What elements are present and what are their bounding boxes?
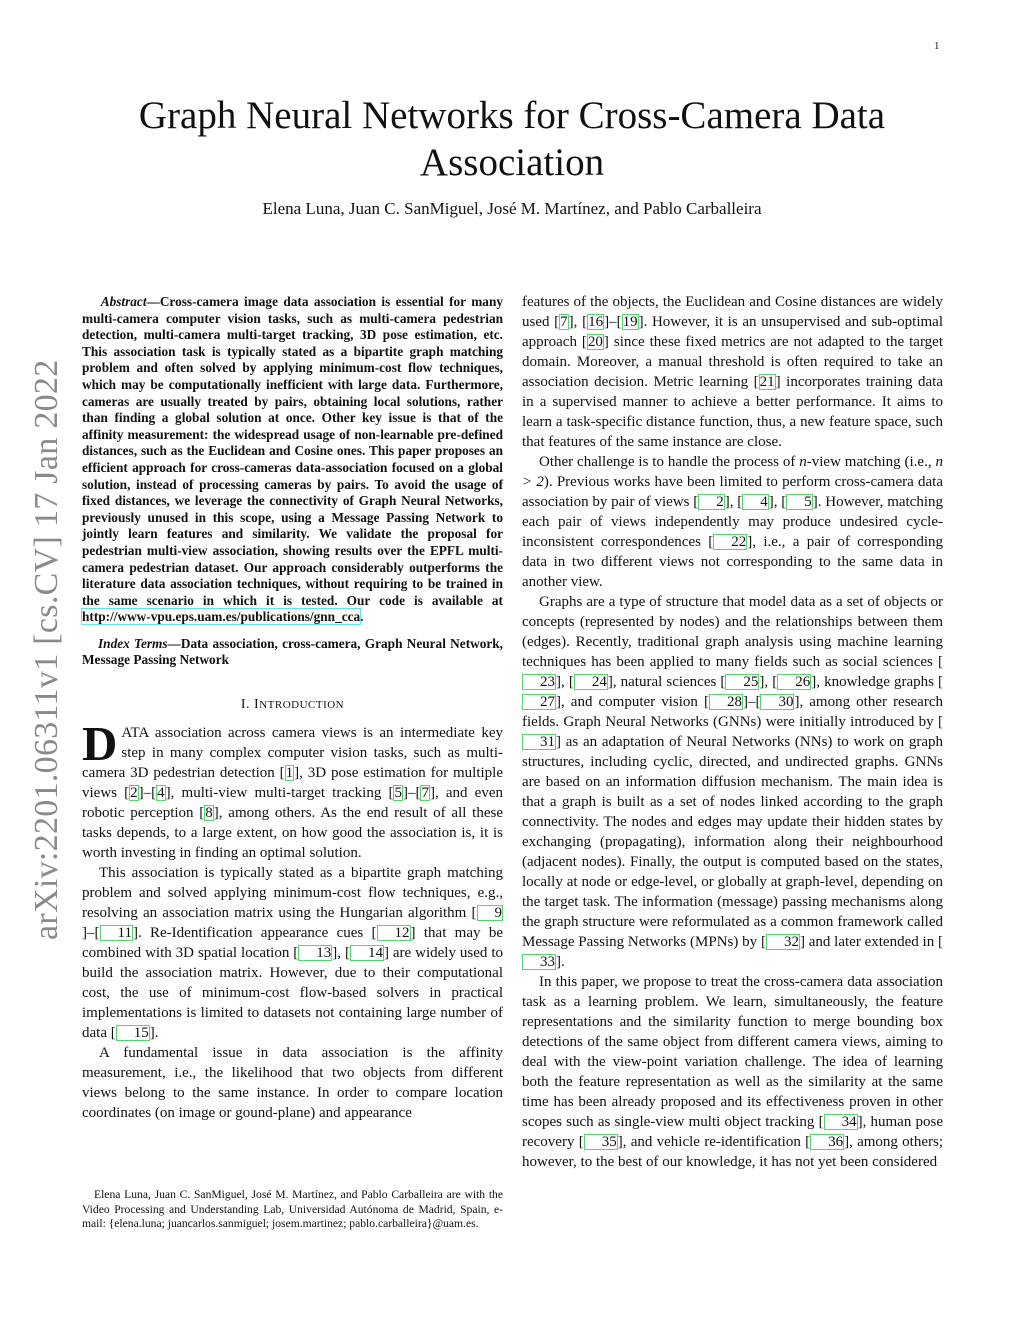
citation-link[interactable]: 2 [130,785,138,802]
citation-link[interactable]: 25 [725,674,759,690]
citation-link[interactable]: 26 [777,674,811,690]
citation-link[interactable]: 13 [298,945,332,961]
abstract-label: Abstract [100,294,147,309]
arxiv-identifier: arXiv:2201.06311v1 [cs.CV] 17 Jan 2022 [28,359,65,940]
citation-link[interactable]: 21 [759,374,775,390]
citation-link[interactable]: 23 [522,674,556,690]
index-terms [82,636,503,669]
left-column [82,294,503,1123]
citation-link[interactable]: 7 [421,785,429,802]
paper-authors: Elena Luna, Juan C. SanMiguel, José M. Martínez, and Pablo Carballeira [262,199,762,218]
citation-link[interactable]: 33 [522,954,556,970]
page-number: 1 [934,40,940,52]
citation-link[interactable]: 4 [742,494,769,510]
citation-link[interactable]: 24 [574,674,608,690]
intro-paragraph-1: DATA association across camera views is an intermediate key step in many complex computer vision tasks, such as multi-camera 3D pedestrian detection [1], 3D pose estimation for multiple views [2]–[4], multi-view multi-target tracking [5]–[7], and even robotic perception [8], among others. As the end result of all these tasks depends, to a large extent, on how good the association is, it is worth investing in finding an optimal solution. [82,716,503,862]
citation-link[interactable]: 8 [205,805,213,822]
abstract-text: —Cross-camera image data association is essential for many multi-camera computer vision tasks, such as multi-camera pedestrian detection, multi-camera multi-target tracking, 3D pose estimation, etc. This association task is typically stated as a bipartite graph matching problem and often solved by applying minimum-cost flow techniques, which may be computationally inefficient with large data. Furthermore, cameras are usually treated by pairs, obtaining local solutions, rather than finding a global solution at once. Other key issue is that of the affinity measurement: the widespread usage of non-learnable pre-defined distances, such as the Euclidean and Cosine ones. This paper proposes an efficient approach for cross-cameras data-association focused on a global solution, instead of processing cameras by pairs. To avoid the usage of fixed distances, we leverage the connectivity of Graph Neural Networks, previously unused in this scope, using a Message Passing Network to jointly learn features and similarity. We validate the proposal for pedestrian multi-view association, showing results over the EPFL multi-camera pedestrian dataset. Our approach considerably outperforms the literature data association techniques, without requiring to be trained in the same scenario in which it is tested. Our code is available at [82,294,504,608]
citation-link[interactable]: 7 [560,314,568,330]
index-terms-label: Index Terms [98,635,168,651]
index-terms-text: —Data association, cross-camera, Graph Neural Network, Message Passing Network [82,635,503,668]
citation-link[interactable]: 12 [377,925,411,941]
citation-link[interactable]: 5 [786,494,813,510]
citation-link[interactable]: 11 [100,925,133,941]
citation-link[interactable]: 31 [522,734,556,750]
citation-link[interactable]: 32 [766,934,800,950]
intro-paragraph-2: This association is typically stated as a bipartite graph matching problem and solved applying minimum-cost flow techniques, e.g., resolving an association matrix using the Hungarian algorithm [ 9]–[ 11]. Re-Identification appearance cues [ 12] that may be combined with 3D spatial location [ 13], [ 14] are widely used to build the association matrix. However, due to their computational cost, the use of minimum-cost flow-based solvers in practical implementations is limited to datasets not containing large number of data [ 15]. [82,865,503,1042]
author-footnote: Elena Luna, Juan C. SanMiguel, José M. Martínez, and Pablo Carballeira are with the Video Processing and Understanding Lab, Universidad Autónoma de Madrid, Spain, e-mail: {elena.luna; juancarlos.sanmiguel; josem.martinez; pablo.carballeira}@uam.es. [82,1188,503,1231]
citation-link[interactable]: 30 [760,694,794,710]
citation-link[interactable]: 22 [713,534,747,550]
citation-link[interactable]: 14 [350,945,384,961]
drop-cap: D [82,716,118,772]
section-heading-introduction: I. INTRODUCTION [240,697,345,713]
citation-link[interactable]: 34 [824,1114,858,1130]
citation-link[interactable]: 20 [587,334,603,350]
right-paragraph-4: In this paper, we propose to treat the cross-camera data association task as a learning problem. We learn, simultaneously, the feature representations and the similarity function to merge bounding box detections of the same object from different camera views, aiming to deal with the view-point variation challenge. The idea of learning both the feature representation as well as the similarity at the same time has been already proposed and its effectiveness proven in other scopes such as single-view multi object tracking [ 34], human pose recovery [ 35], and vehicle re-identification [ 36], among others; however, to the best of our knowledge, it has not yet been considered [522,974,943,1170]
citation-link[interactable]: 5 [394,785,402,802]
right-paragraph-1: features of the objects, the Euclidean and Cosine distances are widely used [7], [16]–[19]. However, it is an unsupervised and sub-optimal approach [20] since these fixed metrics are not adapted to the target domain. Moreover, a manual threshold is often required to take an association decision. Metric learning [21] incorporates training data in a supervised manner to achieve a better performance. It aims to learn a task-specific distance function, thus, a new feature space, such that features of the same instance are close. [522,294,943,450]
intro-paragraph-3: A fundamental issue in data association is the affinity measurement, i.e., the likelihood that two objects from different views belong to the same instance. In order to compare location coordinates (on image or gound-plane) and appearance [82,1045,503,1122]
abstract: Abstract—Cross-camera image data association is essential for many multi-camera computer vision tasks, such as multi-camera pedestrian detection, multi-camera multi-target tracking, 3D pose estimation, etc. This association task is typically stated as a bipartite graph matching problem and often solved by applying minimum-cost flow techniques, which may be computationally inefficient with large data. Furthermore, cameras are usually treated by pairs, obtaining local solutions, rather than finding a global solution at once. Other key issue is that of the affinity measurement: the widespread usage of non-learnable pre-defined distances, such as the Euclidean and Cosine ones. This paper proposes an efficient approach for cross-cameras data-association focused on a global solution, instead of processing cameras by pairs. To avoid the usage of fixed distances, we leverage the connectivity of Graph Neural Networks, previously unused in this scope, using a Message Passing Network to jointly learn features and similarity. We validate the proposal for pedestrian multi-view association, showing results over the EPFL multi-camera pedestrian dataset. Our approach considerably outperforms the literature data association techniques, without requiring to be trained in the same scenario in which it is tested. Our code is available at http://www-vpu.eps.uam.es/publications/gnn_cca. [82,294,504,625]
citation-link[interactable]: 28 [709,694,743,710]
right-paragraph-3: Graphs are a type of structure that model data as a set of objects or concepts (represented by nodes) and the relationships between them (edges). Recently, traditional graph analysis using machine learning techniques has been applied to many fields such as social sciences [23], [ 24], natural sciences [ 25], [ 26], knowledge graphs [27], and computer vision [ 28]–[ 30], among other research fields. Graph Neural Networks (GNNs) were initially introduced by [31] as an adaptation of Neural Networks (NNs) to work on graph structures, including cyclic, directed, and undirected graphs. GNNs are based on an information diffusion mechanism. The main idea is that a graph is built as a set of nodes linked according to the graph connectivity. The nodes and edges may update their hidden states by exchanging (propagating), information along their neighbourhood (adjacent nodes). Finally, the output is computed based on the states, locally at node or edge-level, or globally at graph-level, depending on the target task. The information (message) passing mechanisms along the graph structure were reformulated as a common framework called Message Passing Networks (MPNs) by [ 32] and later extended in [33]. [522,594,944,970]
citation-link[interactable]: 35 [584,1134,618,1150]
citation-link[interactable]: 19 [622,314,638,330]
citation-link[interactable]: 16 [588,314,604,330]
citation-link[interactable]: 9 [477,905,504,921]
paper-title: Graph Neural Networks for Cross-Camera Data Association [138,94,886,184]
citation-link[interactable]: 1 [285,765,294,782]
citation-link[interactable]: 27 [522,694,556,710]
citation-link[interactable]: 4 [157,785,165,802]
citation-link[interactable]: 15 [116,1025,150,1041]
citation-link[interactable]: 36 [810,1134,844,1150]
right-paragraph-2: Other challenge is to handle the process of n-view matching (i.e., n > 2). Previous works have been limited to perform cross-camera data association by pair of views [ 2], [ 4], [ 5]. However, matching each pair of views independently may produce undesired cycle-inconsistent correspondences [ 22], i.e., a pair of corresponding data in two different views not corresponding to the same data in another view. [522,454,944,590]
code-link[interactable]: http://www-vpu.eps.uam.es/publications/gnn_cca [82,609,361,625]
citation-link[interactable]: 2 [698,494,725,510]
right-column [522,292,943,1172]
